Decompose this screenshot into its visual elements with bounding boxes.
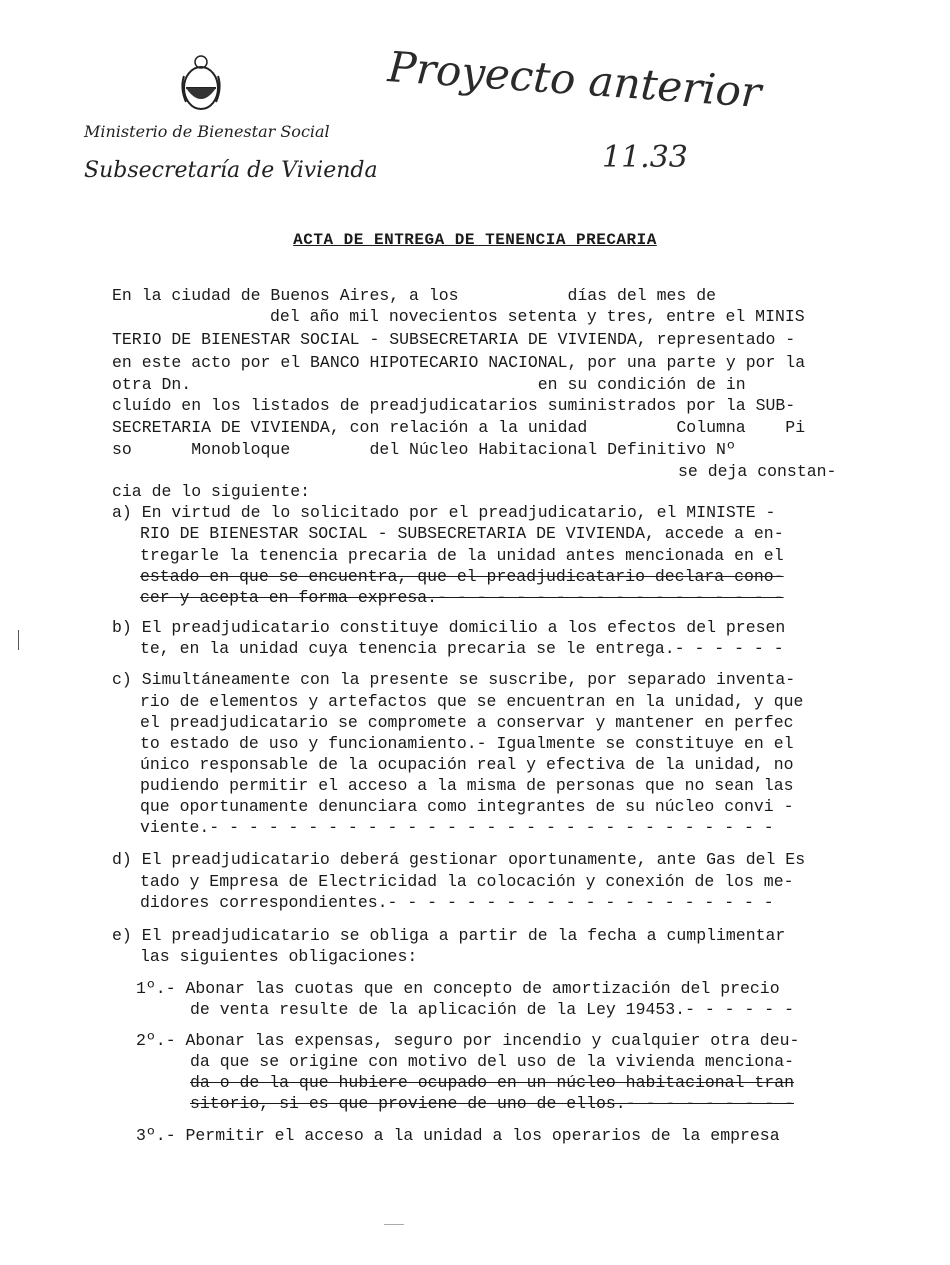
ministry-name: Ministerio de Bienestar Social <box>84 122 330 141</box>
obligation-1-line: 1º.- Abonar las cuotas que en concepto de amortización del precio <box>136 979 780 998</box>
clause-c-line: c) Simultáneamente con la presente se suscribe, por separado inventa- <box>112 670 796 689</box>
clause-c-line: el preadjudicatario se compromete a conservar y mantener en perfec <box>140 713 794 732</box>
intro-line: cia de lo siguiente: <box>112 482 311 501</box>
subsecretaria-name: Subsecretaría de Vivienda <box>84 158 378 183</box>
clause-a-line: tregarle la tenencia precaria de la unidad antes mencionada en el <box>140 546 784 565</box>
clause-c-line: que oportunamente denunciara como integrantes de su núcleo convi - <box>140 797 794 816</box>
clause-c-line: único responsable de la ocupación real y efectiva de la unidad, no <box>140 755 794 774</box>
obligation-2-line-struck: da o de la que hubiere ocupado en un núcleo habitacional tran <box>190 1073 794 1092</box>
clause-c-line: viente.- - - - - - - - - - - - - - - - - - - - - - - - - - - - - <box>140 818 774 837</box>
clause-a-line: RIO DE BIENESTAR SOCIAL - SUBSECRETARIA DE VIVIENDA, accede a en- <box>140 524 784 543</box>
intro-line: so Monobloque del Núcleo Habitacional Definitivo Nº <box>112 440 736 459</box>
intro-line: en este acto por el BANCO HIPOTECARIO NACIONAL, por una parte y por la <box>112 353 806 372</box>
document-title: ACTA DE ENTREGA DE TENENCIA PRECARIA <box>293 231 657 249</box>
clause-d-line: didores correspondientes.- - - - - - - - - - - - - - - - - - - - <box>140 893 774 912</box>
clause-c-line: rio de elementos y artefactos que se encuentran en la unidad, y que <box>140 692 804 711</box>
clause-c-line: to estado de uso y funcionamiento.- Igualmente se constituye en el <box>140 734 794 753</box>
margin-mark <box>18 630 19 650</box>
intro-line: TERIO DE BIENESTAR SOCIAL - SUBSECRETARIA DE VIVIENDA, representado - <box>112 330 796 349</box>
intro-line: En la ciudad de Buenos Aires, a los días del mes de <box>112 286 716 305</box>
handwritten-note: Proyecto anterior <box>386 42 763 118</box>
clause-a-line-struck: cer y acepta en forma expresa.- - - - - - - - - - - - - - - - - - <box>140 588 784 607</box>
intro-line: otra Dn. en su condición de in <box>112 375 746 394</box>
argentine-coat-of-arms-icon <box>178 54 224 112</box>
obligation-2-line: da que se origine con motivo del uso de la vivienda menciona- <box>190 1052 794 1071</box>
intro-line: se deja constan- <box>678 462 837 481</box>
clause-e-line: e) El preadjudicatario se obliga a partir de la fecha a cumplimentar <box>112 926 786 945</box>
obligation-2-line-struck: sitorio, si es que proviene de uno de ellos.- - - - - - - - - <box>190 1094 794 1113</box>
intro-line: del año mil novecientos setenta y tres, entre el MINIS <box>270 307 805 326</box>
clause-b-line: te, en la unidad cuya tenencia precaria se le entrega.- - - - - - <box>140 639 784 658</box>
clause-a-line-struck: estado en que se encuentra, que el preadjudicatario declara cono- <box>140 567 784 586</box>
clause-c-line: pudiendo permitir el acceso a la misma de personas que no sean las <box>140 776 794 795</box>
clause-a-line: a) En virtud de lo solicitado por el preadjudicatario, el MINISTE - <box>112 503 776 522</box>
page-mark <box>384 1224 404 1225</box>
clause-d-line: tado y Empresa de Electricidad la colocación y conexión de los me- <box>140 872 794 891</box>
intro-line: cluído en los listados de preadjudicatarios suministrados por la SUB- <box>112 396 796 415</box>
clause-e-line: las siguientes obligaciones: <box>140 947 418 966</box>
obligation-3-line: 3º.- Permitir el acceso a la unidad a los operarios de la empresa <box>136 1126 780 1145</box>
intro-line: SECRETARIA DE VIVIENDA, con relación a la unidad Columna Pi <box>112 418 806 437</box>
handwritten-number: 11.33 <box>602 140 688 175</box>
obligation-2-line: 2º.- Abonar las expensas, seguro por incendio y cualquier otra deu- <box>136 1031 800 1050</box>
obligation-1-line: de venta resulte de la aplicación de la Ley 19453.- - - - - - <box>190 1000 794 1019</box>
clause-b-line: b) El preadjudicatario constituye domicilio a los efectos del presen <box>112 618 786 637</box>
clause-d-line: d) El preadjudicatario deberá gestionar oportunamente, ante Gas del Es <box>112 850 806 869</box>
